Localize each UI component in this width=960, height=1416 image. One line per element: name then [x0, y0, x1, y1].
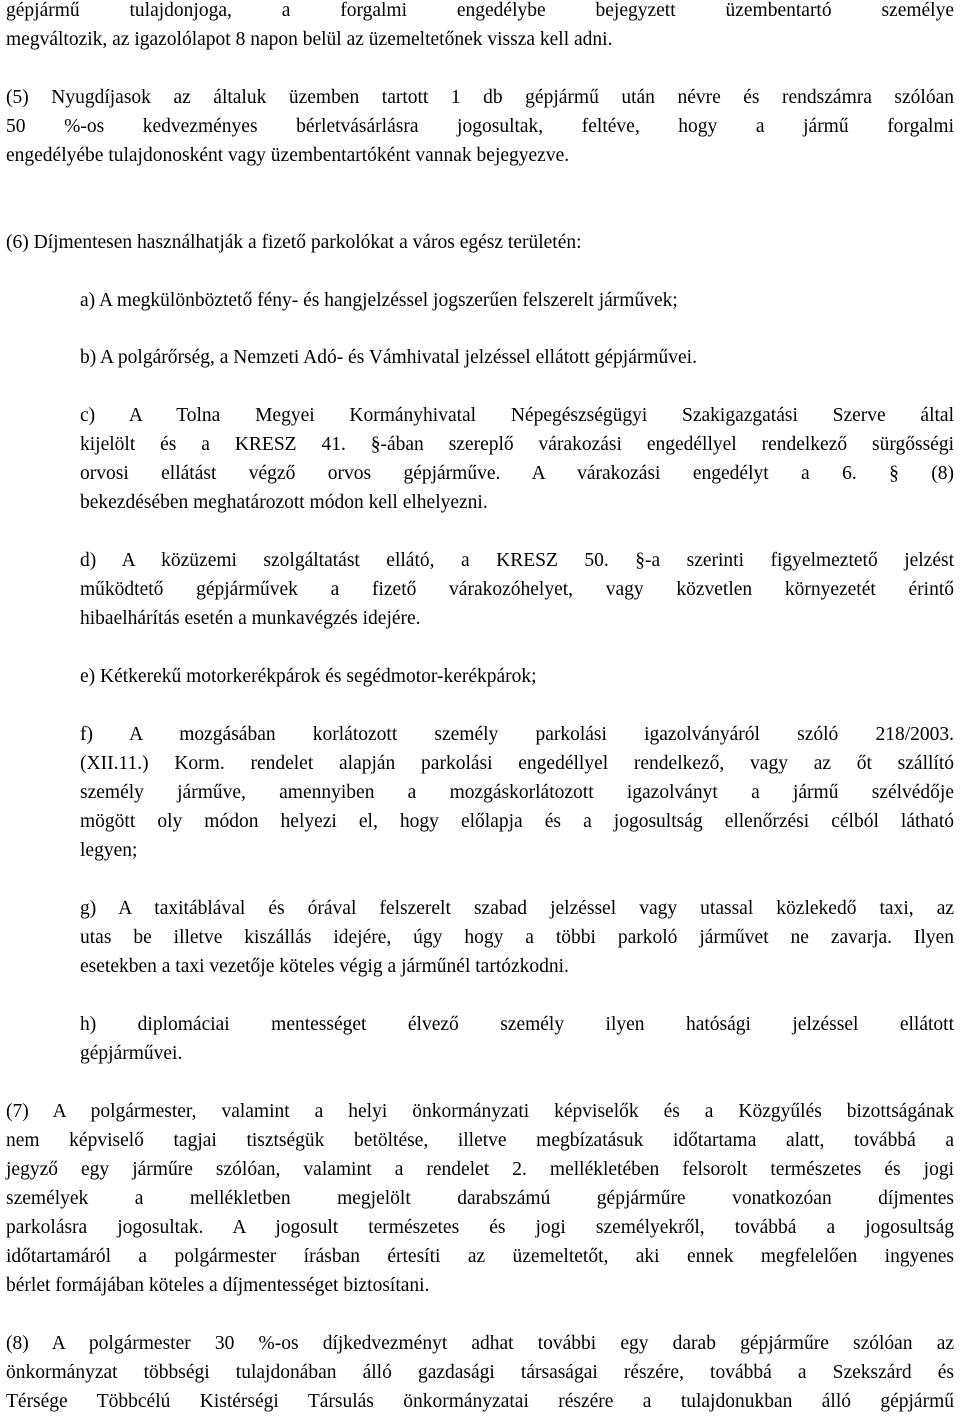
list-item: b) A polgárőrség, a Nemzeti Adó- és Vámhivatal jelzéssel ellátott gépjárművei.	[80, 347, 697, 368]
list-item: a) A megkülönböztető fény- és hangjelzéssel jogszerűen felszerelt járművek;	[80, 290, 678, 311]
paragraph-line: gépjármű tulajdonjoga, a forgalmi engedélybe bejegyzett üzembentartó személye	[6, 0, 954, 21]
list-item: személy járműve, amennyiben a mozgáskorlátozott igazolványt a jármű szélvédője	[80, 782, 954, 803]
list-item: c) A Tolna Megyei Kormányhivatal Népegészségügyi Szakigazgatási Szerve által	[80, 405, 954, 426]
list-item: gépjárművei.	[80, 1043, 183, 1064]
list-item: kijelölt és a KRESZ 41. §-ában szereplő várakozási engedéllyel rendelkező sürgősségi	[80, 434, 954, 455]
list-item: e) Kétkerekű motorkerékpárok és segédmotor-kerékpárok;	[80, 666, 537, 687]
list-item: mögött oly módon helyezi el, hogy előlapja és a jogosultság ellenőrzési célból látható	[80, 811, 954, 832]
paragraph-line: bérlet formájában köteles a díjmentességet biztosítani.	[6, 1275, 430, 1296]
list-item: utas be illetve kiszállás idejére, úgy hogy a többi parkoló járművet ne zavarja. Ilyen	[80, 927, 954, 948]
paragraph-line: 50 %-os kedvezményes bérletvásárlásra jogosultak, feltéve, hogy a jármű forgalmi	[6, 116, 954, 137]
paragraph-line: időtartamáról a polgármester írásban értesíti az üzemeltetőt, aki ennek megfelelően ingyenes	[6, 1246, 954, 1267]
paragraph-line: Térsége Többcélú Kistérségi Társulás önkormányzatai részére a tulajdonukban álló gépjármű	[6, 1391, 954, 1412]
paragraph-line: (6) Díjmentesen használhatják a fizető parkolókat a város egész területén:	[6, 232, 582, 253]
list-item: hibaelhárítás esetén a munkavégzés idejére.	[80, 608, 421, 629]
list-item: bekezdésében meghatározott módon kell elhelyezni.	[80, 492, 488, 513]
paragraph-line: megváltozik, az igazolólapot 8 napon belül az üzemeltetőnek vissza kell adni.	[6, 29, 613, 50]
list-item: orvosi ellátást végző orvos gépjárműve. A várakozási engedélyt a 6. § (8)	[80, 463, 954, 484]
list-item: f) A mozgásában korlátozott személy parkolási igazolványáról szóló 218/2003.	[80, 724, 954, 745]
paragraph-line: (7) A polgármester, valamint a helyi önkormányzati képviselők és a Közgyűlés bizottságának	[6, 1101, 954, 1122]
list-item: esetekben a taxi vezetője köteles végig a járműnél tartózkodni.	[80, 956, 569, 977]
paragraph-line: nem képviselő tagjai tisztségük betöltése, illetve megbízatásuk időtartama alatt, továbbá a	[6, 1130, 954, 1151]
list-item: működtető gépjárművek a fizető várakozóhelyet, vagy közvetlen környezetét érintő	[80, 579, 954, 600]
paragraph-line: (8) A polgármester 30 %-os díjkedvezményt adhat további egy darab gépjárműre szólóan az	[6, 1333, 954, 1354]
list-item: h) diplomáciai mentességet élvező személy ilyen hatósági jelzéssel ellátott	[80, 1014, 954, 1035]
paragraph-line: engedélyébe tulajdonosként vagy üzembentartóként vannak bejegyezve.	[6, 145, 570, 166]
list-item: g) A taxitáblával és órával felszerelt szabad jelzéssel vagy utassal közlekedő taxi, az	[80, 898, 954, 919]
paragraph-line: parkolásra jogosultak. A jogosult természetes és jogi személyekről, továbbá a jogosultság	[6, 1217, 954, 1238]
list-item: (XII.11.) Korm. rendelet alapján parkolási engedéllyel rendelkező, vagy az őt szállító	[80, 753, 954, 774]
paragraph-line: (5) Nyugdíjasok az általuk üzemben tartott 1 db gépjármű után névre és rendszámra szólóan	[6, 87, 954, 108]
paragraph-line: jegyző egy járműre szólóan, valamint a rendelet 2. mellékletében felsorolt természetes és jogi	[6, 1159, 954, 1180]
list-item: d) A közüzemi szolgáltatást ellátó, a KRESZ 50. §-a szerinti figyelmeztető jelzést	[80, 550, 954, 571]
paragraph-line: önkormányzat többségi tulajdonában álló gazdasági társaságai részére, továbbá a Szekszárd és	[6, 1362, 954, 1383]
paragraph-line: személyek a mellékletben megjelölt darabszámú gépjárműre vonatkozóan díjmentes	[6, 1188, 954, 1209]
list-item: legyen;	[80, 840, 138, 861]
